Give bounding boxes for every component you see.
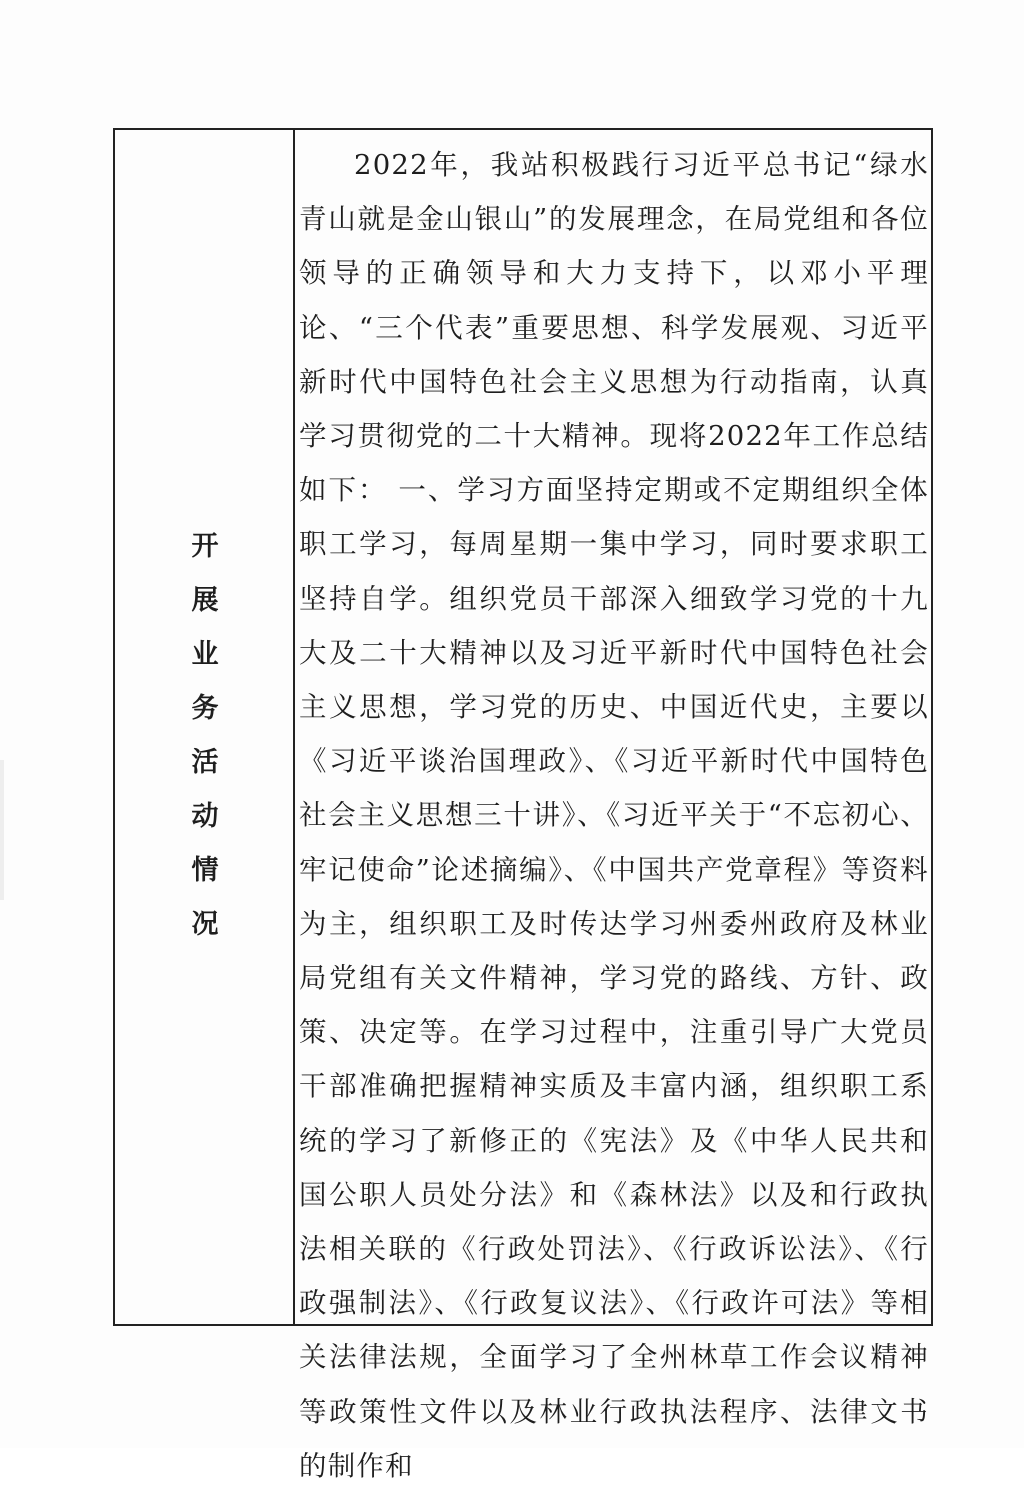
label-char: 业 [191, 639, 219, 670]
section-label-cell [115, 130, 295, 1324]
report-table [113, 128, 933, 1482]
label-char: 开 [191, 531, 219, 562]
section-label [115, 520, 295, 952]
work-summary-paragraph: 2022年，我站积极践行习近平总书记“绿水青山就是金山银山”的发展理念，在局党组和各位领导的正确领导和大力支持下，以邓小平理论、“三个代表”重要思想、科学发展观、习近平新时代中国特色社会主义思想为行动指南，认真学习贯彻党的二十大精神。现将2022年工作总结如下： 一、学习方面坚持定期或不定期组织全体职工学习，每周星期一集中学习，同时要求职工坚持自学。组织党员干部深入细致学习党的十九大及二十大精神以及习近平新时代中国特色社会主义思想，学习党的历史、中国近代史，主要以《习近平谈治国理政》、《习近平新时代中国特色社会主义思想三十讲》、《习近平关于“不忘初心、牢记使命”论述摘编》、《中国共产党章程》等资料为主，组织职工及时传达学习州委州政府及林业局党组有关文件精神，学习党的路线、方针、政策、决定等。在学习过程中，注重引导广大党员干部准确把握精神实质及丰富内涵，组织职工系统的学习了新修正的《宪法》及《中华人民共和国公职人员处分法》和《森林法》以及和行政执法相关联的《行政处罚法》、《行政诉讼法》、《行政强制法》、《行政复议法》、《行政许可法》等相关法律法规，全面学习了全州林草工作会议精神等政策性文件以及林业行政执法程序、法律文书的制作和 [299, 149, 929, 1482]
label-char: 动 [191, 801, 219, 832]
label-char: 展 [191, 585, 219, 616]
scan-artifact [0, 760, 4, 900]
label-char: 活 [191, 747, 219, 778]
label-char: 情 [191, 855, 219, 886]
label-char: 务 [191, 693, 219, 724]
section-content-cell [295, 130, 931, 1482]
label-char: 况 [191, 909, 219, 940]
